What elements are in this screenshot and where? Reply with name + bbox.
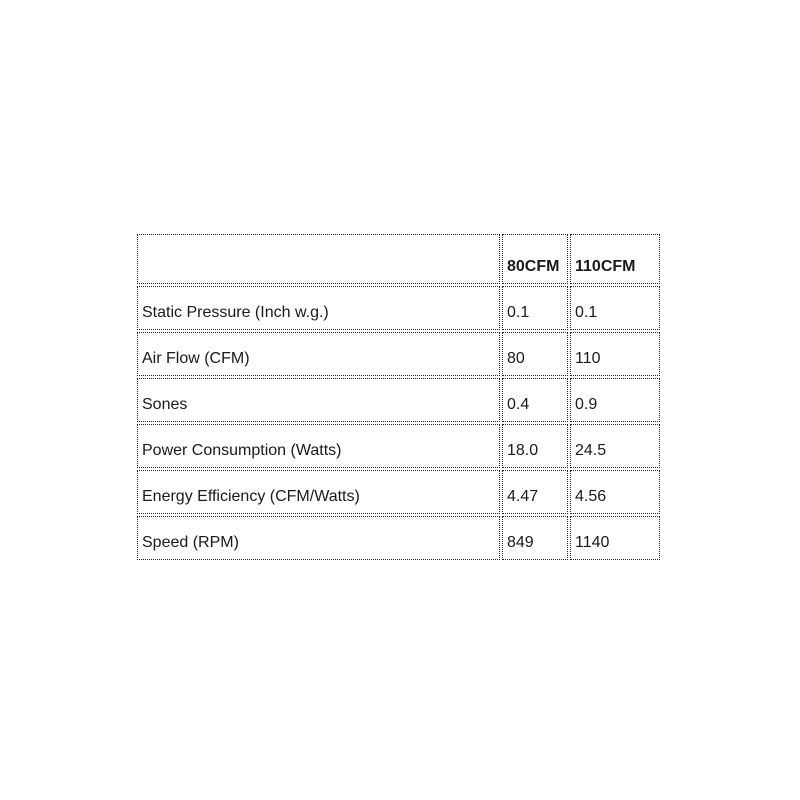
row-label-cell: Speed (RPM): [137, 516, 500, 560]
table-row-power-consumption: [137, 424, 660, 468]
value-cell: 80: [502, 332, 568, 376]
table-row-energy-efficiency: [137, 470, 660, 514]
table-row-sones: [137, 378, 660, 422]
value-cell: 4.56: [570, 470, 660, 514]
spec-table: [135, 232, 662, 562]
value-cell: 110: [570, 332, 660, 376]
value-cell: 0.9: [570, 378, 660, 422]
row-label-cell: Power Consumption (Watts): [137, 424, 500, 468]
row-label-cell: Static Pressure (Inch w.g.): [137, 286, 500, 330]
value-cell: 18.0: [502, 424, 568, 468]
table-row-air-flow: [137, 332, 660, 376]
header-row: [137, 234, 660, 284]
value-cell: 0.1: [502, 286, 568, 330]
value-cell: 4.47: [502, 470, 568, 514]
value-cell: 0.4: [502, 378, 568, 422]
value-cell: 1140: [570, 516, 660, 560]
row-label-cell: Air Flow (CFM): [137, 332, 500, 376]
row-label-cell: Sones: [137, 378, 500, 422]
header-cell-empty: [137, 234, 500, 284]
table-row-speed: [137, 516, 660, 560]
header-cell-110cfm: 110CFM: [570, 234, 660, 284]
header-cell-80cfm: 80CFM: [502, 234, 568, 284]
row-label-cell: Energy Efficiency (CFM/Watts): [137, 470, 500, 514]
table-row-static-pressure: [137, 286, 660, 330]
value-cell: 0.1: [570, 286, 660, 330]
value-cell: 849: [502, 516, 568, 560]
spec-table-container: [135, 232, 662, 562]
value-cell: 24.5: [570, 424, 660, 468]
